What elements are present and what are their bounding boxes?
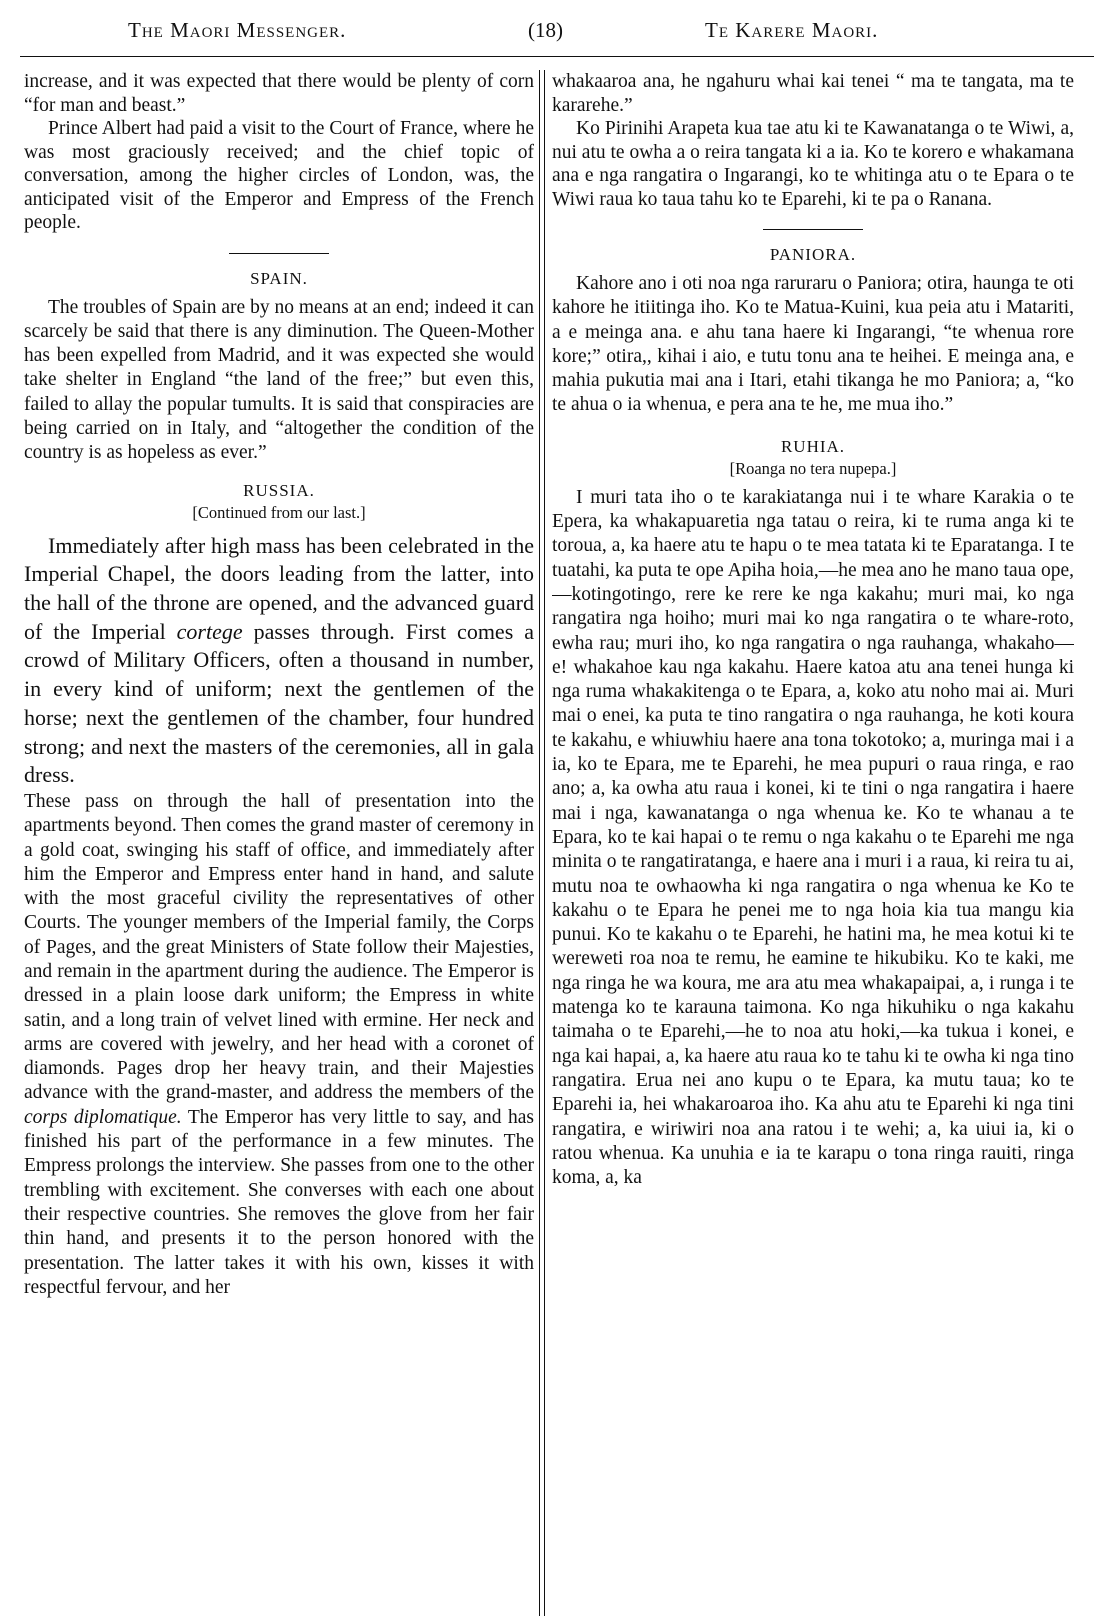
russia-italic-cortege: cortege [176,618,243,644]
header-title-english: The Maori Messenger. [128,18,347,42]
russia-heading: RUSSIA. [243,480,315,500]
russia-text-a: Immediately after high mass has been celebrated in the Imperial Chapel, the doors leading from the latter, into the hall of the throne are opened, and the advanced guard of the Imperial [24,532,534,644]
russia-paragraph-small [24,790,534,1300]
russia-paragraph-large [24,532,534,790]
maori-intro-paragraph-1: whakaaroa ana, he ngahuru whai kai tenei “ ma te tangata, ma te kararehe.” [552,71,1074,116]
page-header [0,18,1114,50]
header-title-maori: Te Karere Maori. [705,18,879,42]
english-column [24,70,534,1618]
intro-paragraph-1: increase, and it was expected that there would be plenty of corn “for man and beast.” [24,71,534,116]
page-number: (18) [528,18,563,42]
spain-heading: SPAIN. [250,268,308,288]
russia-text-b: passes through. First comes a crowd of Military Officers, often a thousand in number, in every kind of uniform; next the gentlemen of the horse; next the gentlemen of the chamber, four hundred strong; and next the masters of the ceremonies, all in gala dress. [24,618,534,788]
russia-subheading: [Continued from our last.] [192,502,366,522]
column-divider [539,70,545,1616]
paniora-paragraph: Kahore ano i oti noa nga raruraru o Paniora; otira, haunga te oti kahore he itiitinga iho. Ko te Matua-Kuini, kua peia atu i Matariti, a e meinga ana. e ahu tana haere ki Ingarangi, “te whenua rore kore;” otira,, kihai i aio, e tutu tonu ana te heihei. E meinga ana, e mahia pukutia mai ana i Itari, etahi tikanga he mo Paniora; a, “ko te ahua o ia whenua, e pera ana te he, me mua iho.” [552,273,1074,416]
paniora-heading: PANIORA. [769,245,857,264]
russia-text-d: The Emperor has very little to say, and has finished his part of the performance in a few minutes. The Empress prolongs the interview. She passes from one to the other trembling with excitement. She converses with each one about their respective countries. She removes the glove from her fair thin hand, and presents it to the person honored with the presentation. The latter takes it with his own, kisses it with respectful fervour, and her [24,1106,534,1298]
ruhia-paragraph: I muri tata iho o te karakiatanga nui i te whare Karakia o te Epera, ka whakapuaretia nga tatau o reira, ki te ruma anga ki te toroua, a, ka haere atu te hapu o te mea tatata ki te Eparatanga. I te tuatahi, ka puta te ope Apiha hoia,—he mea ano he mano taua ope,—kotingotingo, rere ke rere ke nga kakahu; muri mai, ko nga rangatira nga hoiho; muri mai ko nga rangatira o te whare-roto, ewha rau; muri iho, ko nga rangatira o nga rauhanga, whakaho—e! whakahoe kau nga kakahu. Haere katoa atu ana tenei hunga ki nga ruma whakakitenga o te Epara, a, koko atu noho mai ai. Muri mai o enei, ka puta te tino rangatira o nga rauhanga, he koti koura te kakahu, e whiuwhiu haere ana tona tokotoko; a, muringa mai i a ia, ko te Epara, me te Eparehi, he mea pupuri o raua ringa, e rao ano; a, ka owha atu raua i konei, ki te tini o nga rangatira i haere mai i nga, kawanatanga o nga whenua ke. Ko te whanau a te Epara, ko te kai hapai o te remu o nga kakahu o te Eparehi me nga minita o te rangatiratanga, e haere ana i muri i a raua, ki reira tu ai, mutu noa te owhaowha ki nga rangatira o nga whenua ke Ko te kakahu o te Epara he penei me to nga hoia kia tua mangu kia punui. Ko te kakahu o te Eparehi, he hatini ma, he mea kotui ki te wereweti roa noa te remu, he eamine te hikubiku. Ko te kaki, me nga ringa he wa koura, me ara atu mea whakapaipai, a, i runga i te matenga ko te karauna taimona. Ko nga hikuhiku o nga kakahu taimaha o te Eparehi,—he to noa atu hoki,—ka tukua i konei, e nga kai hapai, a, ka haere atu raua ko te tahu ki te owha ki nga tino rangatira. Erua nei ano kupu o te Epara, ka mutu taua; ko te Eparehi ia, hei whakaroaroa iho. Ka ahu atu te Eparehi ki nga tini rangatira, e wiriwiri noa ana ratou i te wehi; a, ka uiui ia, ki o ratou whenua. Ka unuhia e ia te karapu o tona ringa rauiti, ringa koma, a, ka [552,486,1074,1189]
spain-paragraph: The troubles of Spain are by no means at an end; indeed it can scarcely be said that there is any diminution. The Queen-Mother has been expelled from Madrid, and it was expected she would take shelter in England “the land of the free;” but even this, failed to allay the popular tumults. It is said that conspiracies are being carried on in Italy, and “altogether the condition of the country is as hopeless as ever.” [24,296,534,464]
intro-paragraph-2: Prince Albert had paid a visit to the Court of France, where he was most graciously received; and the chief topic of conversation, among the higher circles of London, was, the anticipated visit of the Emperor and Empress of the French people. [24,118,534,233]
header-rule [20,56,1094,57]
ruhia-heading: RUHIA. [780,436,846,456]
ruhia-subheading: [Roanga no tera nupepa.] [729,458,897,478]
russia-text-c: These pass on through the hall of presentation into the apartments beyond. Then comes the grand master of ceremony in a gold coat, swinging his staff of office, and immediately after him the Emperor and Empress enter hand in hand, and salute with the most graceful civility the representatives of other Courts. The younger members of the Imperial family, the Corps of Pages, and the great Ministers of State follow their Majesties, and remain in the apartment during the audience. The Emperor is dressed in a plain loose dark uniform; the Empress in white satin, and a long train of velvet lined with ermine. Her neck and arms are covered with jewelry, and her head with a coronet of diamonds. Pages drop her heavy train, and their Majesties advance with the grand-master, and address the members of the [24,790,534,1104]
russia-italic-corps: corps diplomatique. [24,1106,182,1128]
maori-column [552,70,1074,1618]
maori-intro-paragraph-2: Ko Pirinihi Arapeta kua tae atu ki te Kawanatanga o te Wiwi, a, nui atu te owha a o reira tangata ki a ia. Ko te korero e whakamana ana e nga rangatira o Ingarangi, ko te whitinga atu o te Epara o te Wiwi raua ko taua tahu ko te Eparehi, ki te pa o Ranana. [552,118,1074,210]
